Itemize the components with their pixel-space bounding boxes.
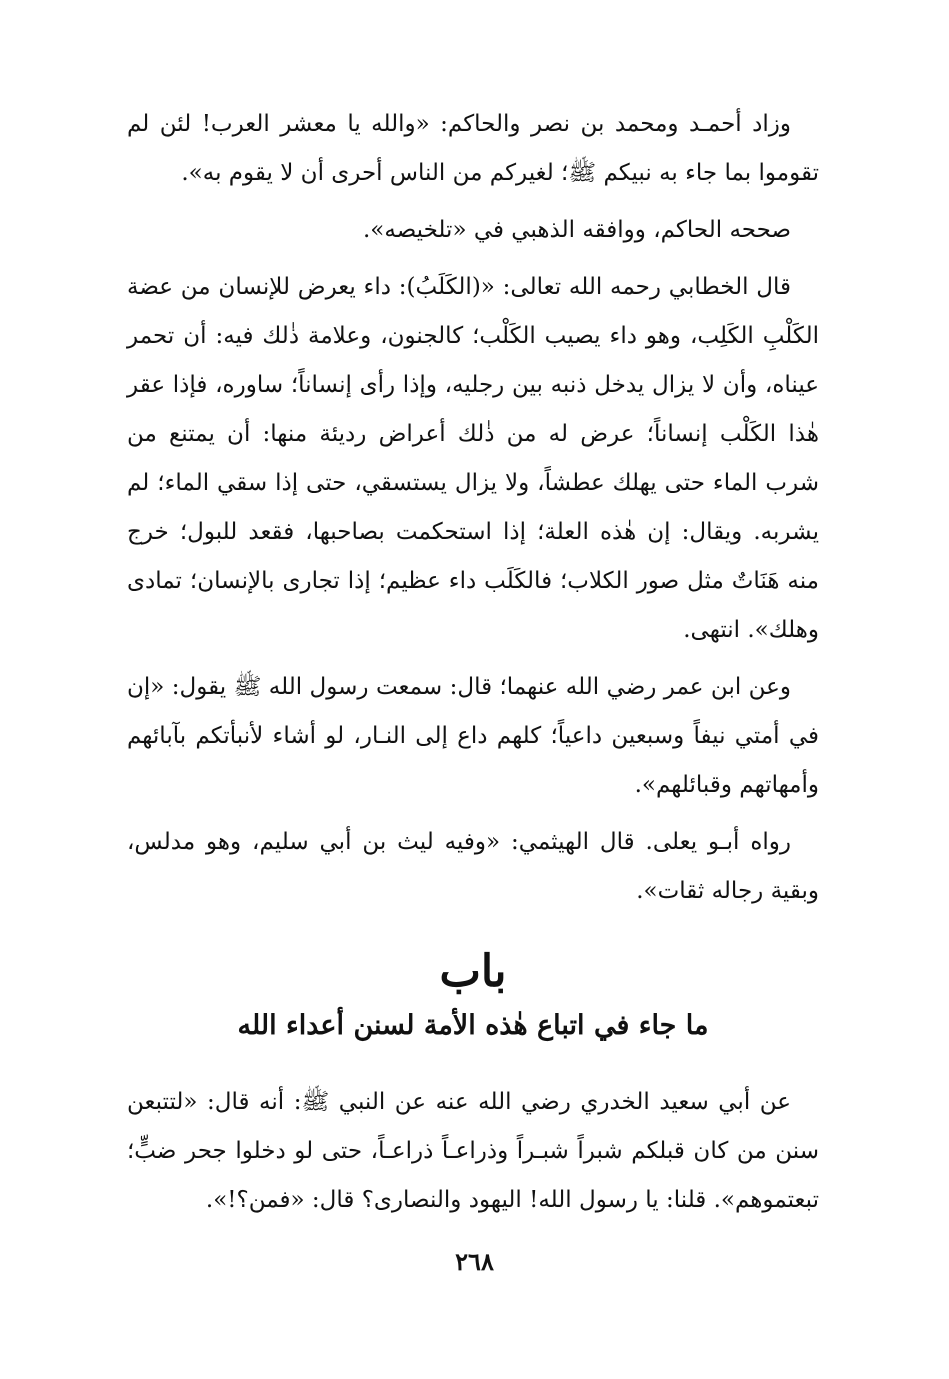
chapter-word: باب: [439, 946, 507, 997]
chapter-heading: [127, 942, 819, 1050]
paragraph-ibn-umar-hadith: وعن ابن عمر رضي الله عنهما؛ قال: سمعت رسول الله ﷺ يقول: «إن في أمتي نيفاً وسبعين داعياً؛ كلهم داع إلى النـار، لو أشاء لأنبأتكم بآبائهم وأمهاتهم وقبائلهم».: [127, 674, 819, 798]
paragraph-khattabi-quote: قال الخطابي رحمه الله تعالى: «(الكَلَبُ): داء يعرض للإنسان من عضة الكَلْبِ الكَلِب، وهو داء يصيب الكَلْب؛ كالجنون، وعلامة ذٰلك فيه: أن تحمر عيناه، وأن لا يزال يدخل ذنبه بين رجليه، وإذا رأى إنساناً؛ ساوره، فإذا عقر هٰذا الكَلْب إنساناً؛ عرض له من ذٰلك أعراض رديئة منها: أن يمتنع من شرب الماء حتى يهلك عطشاً، ولا يزال يستسقي، حتى إذا سقي الماء؛ لم يشربه. ويقال: إن هٰذه العلة؛ إذا استحكمت بصاحبها، فقعد للبول؛ خرج منه هَنَاتٌ مثل صور الكلاب؛ فالكَلَب داء عظيم؛ إذا تجارى بالإنسان؛ تمادى وهلك». انتهى.: [127, 274, 819, 643]
paragraph-hakim-narration: وزاد أحمـد ومحمد بن نصر والحاكم: «والله يا معشر العرب! لئن لم تقوموا بما جاء به نبيكم ﷺ؛ لغيركم من الناس أحرى أن لا يقوم به».: [127, 111, 819, 186]
page-body: [127, 100, 819, 1233]
page-number: ٢٦٨: [455, 1247, 494, 1276]
paragraph-authentication: صححه الحاكم، ووافقه الذهبي في «تلخيصه».: [362, 217, 791, 243]
paragraph-abu-said-hadith: عن أبي سعيد الخدري رضي الله عنه عن النبي ﷺ: أنه قال: «لتتبعن سنن من كان قبلكم شبراً شبـراً وذراعـاً ذراعـاً، حتى لو دخلوا جحر ضبٍّ؛ تبعتموهم». قلنا: يا رسول الله! اليهود والنصارى؟ قال: «فمن؟!».: [127, 1089, 819, 1213]
chapter-title: ما جاء في اتباع هٰذه الأمة لسنن أعداء الله: [237, 1010, 709, 1041]
paragraph-haythami-note: رواه أبـو يعلى. قال الهيثمي: «وفيه ليث بن أبي سليم، وهو مدلس، وبقية رجاله ثقات».: [127, 829, 819, 904]
